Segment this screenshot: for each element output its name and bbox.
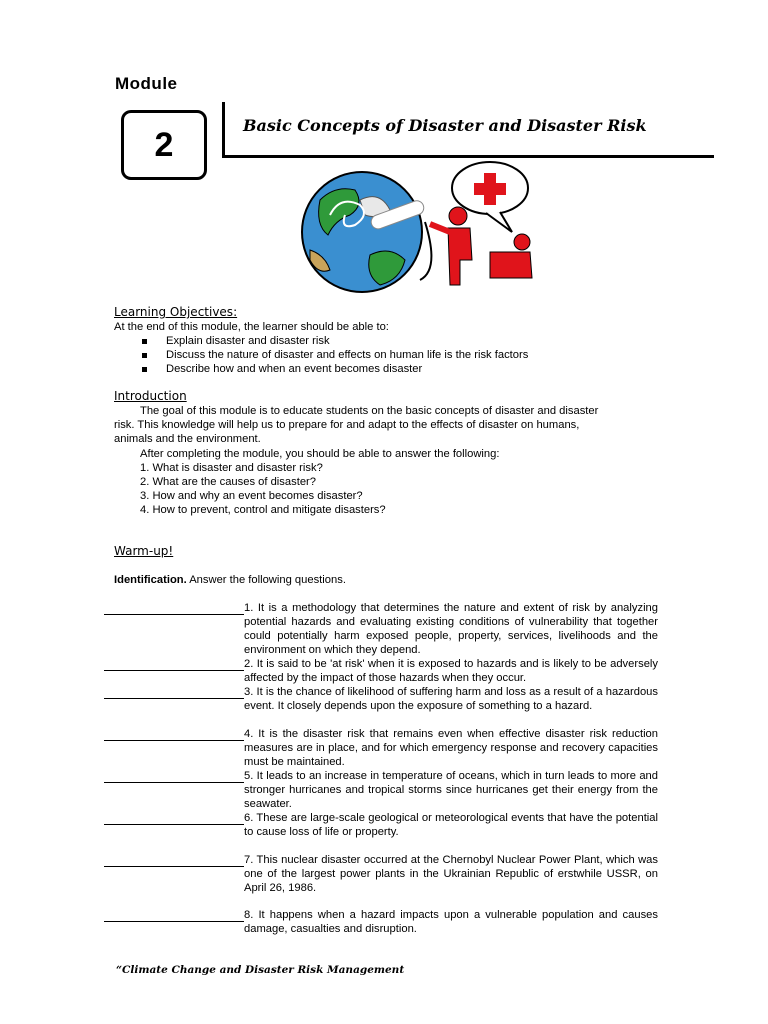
answer-blank[interactable] <box>104 614 244 615</box>
guide-question: 4. How to prevent, control and mitigate disasters? <box>140 504 386 516</box>
intro-paragraph-line: animals and the environment. <box>114 433 261 445</box>
introduction-heading: Introduction <box>114 389 187 403</box>
answer-blank[interactable] <box>104 698 244 699</box>
identification-item: 3. It is the chance of likelihood of suffering harm and loss as a result of a hazardous event. It closely depends upon the exposure of something to a hazard. <box>244 686 658 712</box>
objectives-intro: At the end of this module, the learner should be able to: <box>114 321 389 333</box>
page-title: Basic Concepts of Disaster and Disaster Risk <box>243 116 647 135</box>
intro-after-text: After completing the module, you should be able to answer the following: <box>140 448 500 460</box>
title-rule-horizontal <box>222 155 714 158</box>
objectives-heading: Learning Objectives: <box>114 305 238 319</box>
answer-blank[interactable] <box>104 740 244 741</box>
intro-paragraph-line: risk. This knowledge will help us to prepare for and adapt to the effects of disaster on humans, <box>114 419 580 431</box>
person-icon <box>449 207 467 225</box>
warmup-heading: Warm-up! <box>114 544 174 558</box>
guide-question: 1. What is disaster and disaster risk? <box>140 462 323 474</box>
identification-item: 2. It is said to be 'at risk' when it is exposed to hazards and is likely to be adversely affected by the impact of those hazards when they occur. <box>244 658 658 684</box>
identification-item: 1. It is a methodology that determines the nature and extent of risk by analyzing potential hazards and evaluating existing conditions of vulnerability that together could potentially harm exposed people, property, services, livelihoods and the environment on which they depend. <box>244 602 658 656</box>
objective-item: Explain disaster and disaster risk <box>142 334 528 348</box>
module-number-box <box>121 110 207 180</box>
objective-item: Discuss the nature of disaster and effects on human life is the risk factors <box>142 348 528 362</box>
answer-blank[interactable] <box>104 782 244 783</box>
answer-blank[interactable] <box>104 921 244 922</box>
guide-questions-list <box>140 461 386 517</box>
guide-question: 3. How and why an event becomes disaster? <box>140 490 363 502</box>
identification-item: 8. It happens when a hazard impacts upon a vulnerable population and causes damage, casualties and disruption. <box>244 909 658 935</box>
identification-item: 7. This nuclear disaster occurred at the Chernobyl Nuclear Power Plant, which was one of the largest power plants in the Ukrainian Republic of erstwhile USSR, on April 26, 1986. <box>244 854 658 894</box>
module-number: 2 <box>154 126 174 164</box>
instruction-label: Identification. <box>114 574 187 586</box>
objectives-list <box>142 334 528 376</box>
answer-blank[interactable] <box>104 670 244 671</box>
instruction-text: Answer the following questions. <box>186 574 346 586</box>
objective-item: Describe how and when an event becomes disaster <box>142 362 528 376</box>
page-footer: “Climate Change and Disaster Risk Management <box>116 964 405 976</box>
answer-blank[interactable] <box>104 866 244 867</box>
globe-icon <box>302 172 422 292</box>
identification-item: 4. It is the disaster risk that remains even when effective disaster risk reduction measures are in place, and for which emergency response and recovery capacities must be maintained. <box>244 728 658 768</box>
title-rule-vertical <box>222 102 225 158</box>
module-label: Module <box>115 74 178 93</box>
guide-question: 2. What are the causes of disaster? <box>140 476 316 488</box>
intro-paragraph-line: The goal of this module is to educate students on the basic concepts of disaster and disaster <box>140 405 599 417</box>
answer-blank[interactable] <box>104 824 244 825</box>
warmup-instruction <box>114 573 346 587</box>
identification-item: 6. These are large-scale geological or meteorological events that have the potential to cause loss of life or property. <box>244 812 658 838</box>
earth-first-aid-illustration <box>300 160 540 295</box>
identification-item: 5. It leads to an increase in temperature of oceans, which in turn leads to more and stronger hurricanes and tropical storms since hurricanes get their energy from the seawater. <box>244 770 658 810</box>
